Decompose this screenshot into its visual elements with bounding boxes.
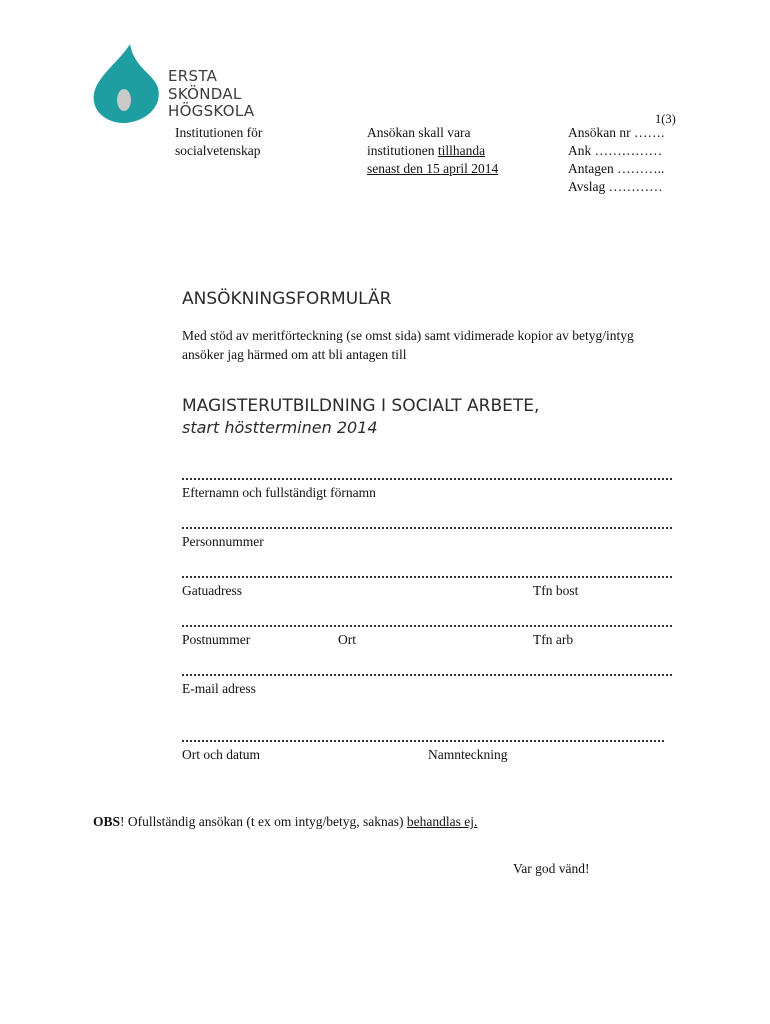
- logo-line-3: HÖGSKOLA: [168, 102, 255, 120]
- deadline-line-1: Ansökan skall vara: [367, 125, 471, 140]
- deadline-line-3: senast den 15 april 2014: [367, 161, 499, 176]
- phone-home-label: Tfn bost: [533, 583, 579, 598]
- signature-label: Namnteckning: [428, 747, 508, 762]
- intro-text: Med stöd av meritförteckning (se omst sida) samt vidimerade kopior av betyg/intyg ansöker jag härmed om att bli antagen till: [182, 328, 634, 362]
- street-address-label: Gatuadress: [182, 583, 242, 598]
- personal-number-label: Personnummer: [182, 534, 264, 549]
- street-address-fill-line[interactable]: [182, 576, 672, 580]
- place-date-label: Ort och datum: [182, 747, 260, 762]
- logo-line-2: SKÖNDAL: [168, 84, 242, 103]
- please-turn-over: Var god vänd!: [513, 861, 590, 876]
- name-fill-line[interactable]: [182, 478, 672, 482]
- erstas-skondal-logo-icon: [88, 42, 166, 124]
- email-fill-line[interactable]: [182, 674, 672, 678]
- department-block: [175, 124, 262, 160]
- department-line-1: Institutionen för: [175, 125, 263, 140]
- deadline-line-2: [367, 142, 498, 160]
- email-label: E-mail adress: [182, 681, 256, 696]
- personal-number-fill-line[interactable]: [182, 527, 672, 531]
- office-use-block: [568, 124, 664, 196]
- incomplete-application-notice: [93, 814, 477, 830]
- office-use-rejected: Avslag …………: [568, 179, 663, 194]
- logo-wordmark: [168, 68, 254, 121]
- deadline-block: [367, 124, 498, 178]
- office-use-application-number: Ansökan nr …….: [568, 125, 665, 140]
- signature-fill-line[interactable]: [182, 740, 664, 744]
- logo-line-1: ERSTA: [168, 67, 218, 85]
- postal-code-label: Postnummer: [182, 632, 251, 647]
- notice-bold: OBS: [93, 814, 121, 829]
- name-label: Efternamn och fullständigt förnamn: [182, 485, 376, 500]
- page-number: 1(3): [655, 112, 676, 126]
- office-use-admitted: Antagen ………..: [568, 161, 665, 176]
- deadline-line-2-prefix: institutionen: [367, 143, 438, 158]
- city-label: Ort: [338, 632, 356, 647]
- office-use-received: Ank ……………: [568, 143, 663, 158]
- program-subtitle: start höstterminen 2014: [182, 418, 378, 437]
- notice-text: ! Ofullständig ansökan (t ex om intyg/betyg, saknas): [120, 814, 407, 829]
- deadline-line-2-underlined: tillhanda: [437, 143, 486, 158]
- notice-underlined: behandlas ej.: [406, 814, 478, 829]
- program-title: MAGISTERUTBILDNING I SOCIALT ARBETE,: [182, 396, 540, 416]
- form-title: ANSÖKNINGSFORMULÄR: [182, 289, 392, 309]
- department-line-2: socialvetenskap: [175, 143, 261, 158]
- postal-code-fill-line[interactable]: [182, 625, 672, 629]
- phone-work-label: Tfn arb: [533, 632, 574, 647]
